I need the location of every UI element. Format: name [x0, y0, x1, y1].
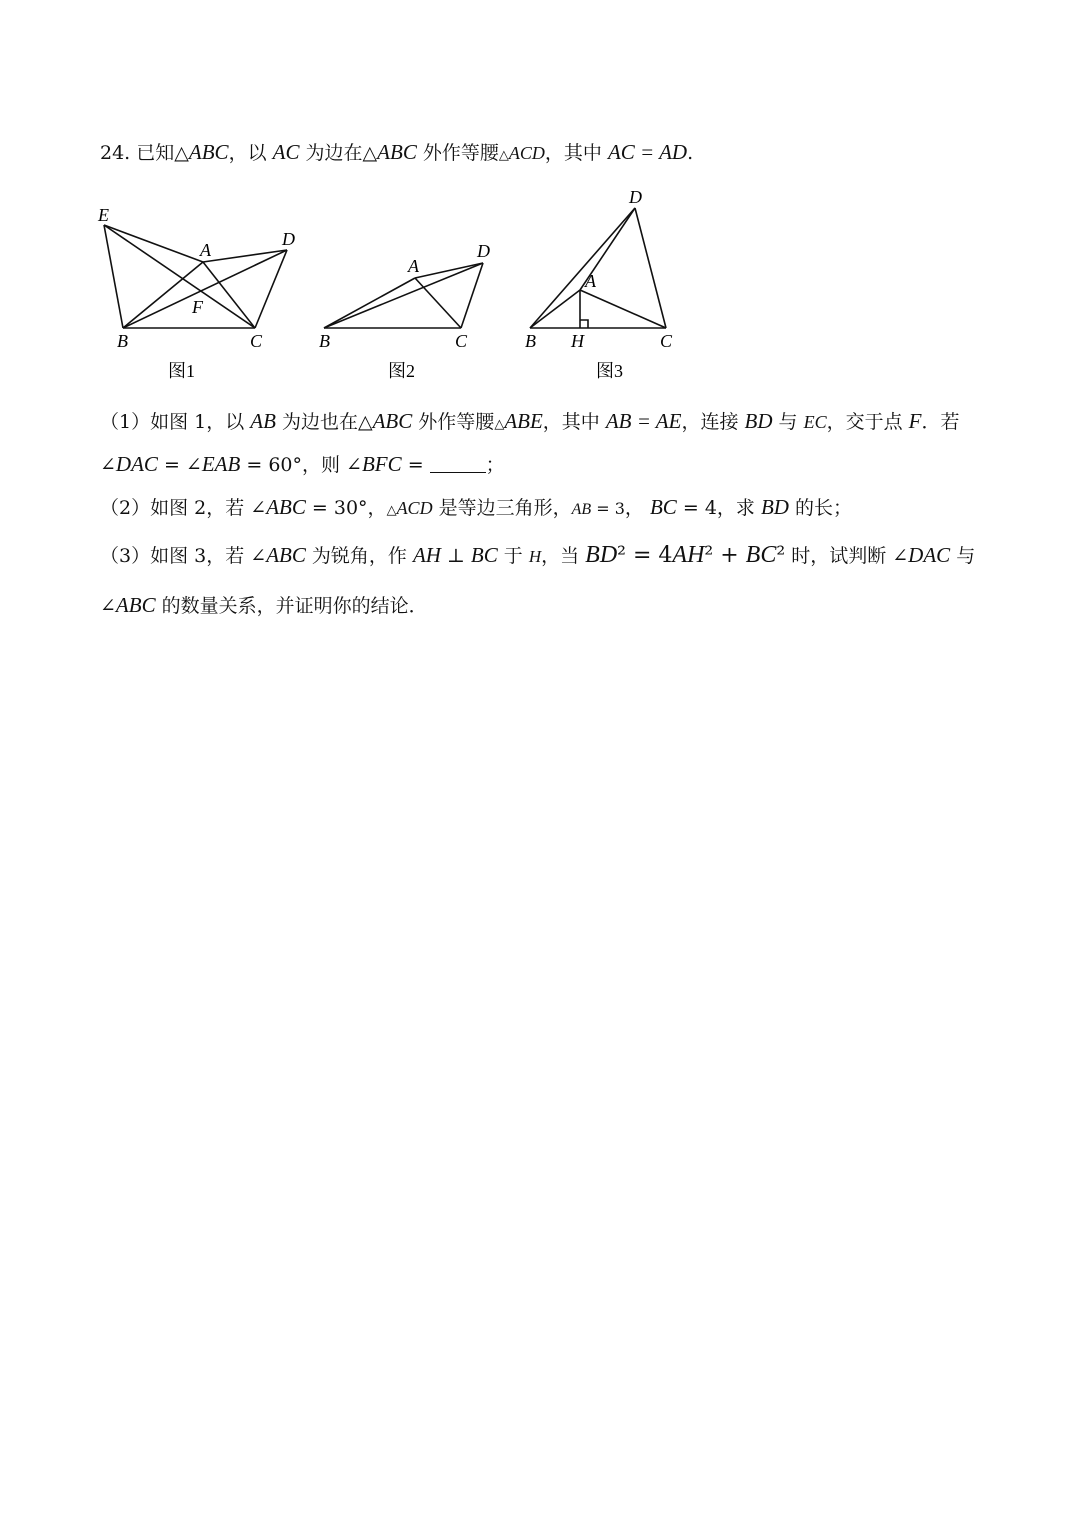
point-label-B: B: [319, 331, 330, 351]
text: 是等边三角形，: [432, 497, 572, 519]
segment-AC: [580, 290, 666, 328]
text: ；: [485, 454, 505, 476]
text: （2）如图 2，若 ∠: [100, 497, 267, 519]
math-var: ABC: [115, 593, 156, 617]
segment-DC: [635, 208, 666, 328]
text: 为锐角，作: [305, 545, 413, 567]
problem-stem: [100, 138, 693, 170]
figure-3: [530, 208, 666, 328]
stem-text: 外作等腰: [422, 142, 499, 164]
point-label-B: B: [117, 331, 128, 351]
text: 时，试判断 ∠: [785, 545, 909, 567]
triangle-symbol: △: [174, 142, 189, 164]
math-var: ABE: [504, 409, 543, 433]
answer-blank[interactable]: [430, 454, 486, 473]
text: 外作等腰: [412, 411, 495, 433]
triangle-symbol: △: [357, 411, 373, 433]
math-var: ABC: [372, 409, 413, 433]
triangle-symbol: △: [386, 503, 397, 518]
math-var: ABC: [266, 495, 306, 519]
text: 为边也在: [275, 411, 358, 433]
segment-DC: [255, 250, 287, 328]
segment-AD: [415, 263, 483, 278]
point-label-F: F: [192, 297, 203, 317]
math-var: AB: [250, 409, 276, 433]
math-var: BD: [744, 409, 773, 433]
segment-DC: [461, 263, 483, 328]
point-label-H: H: [571, 331, 584, 351]
math-value: = 4: [676, 497, 717, 519]
segment-EA: [104, 225, 203, 262]
text: （1）如图 1，以: [100, 411, 251, 433]
math-value: = 3: [591, 499, 625, 518]
math-var: AC: [272, 140, 300, 164]
figure-3-caption: 图3: [596, 361, 623, 381]
part-1-line-2: [100, 450, 505, 479]
text: ，交于点: [826, 411, 909, 433]
superscript: ²: [776, 543, 786, 568]
segment-BA: [324, 278, 415, 328]
math-expression: AC = AD: [607, 140, 688, 164]
math-value: = 30°: [305, 497, 368, 519]
math-var: ABC: [188, 140, 229, 164]
text: ，连接: [681, 411, 745, 433]
math-var: DAC: [115, 452, 158, 476]
segment-BD: [324, 263, 483, 328]
math-operator: ⊥: [440, 545, 471, 567]
figure-2: [324, 263, 483, 328]
text: ，其中: [542, 411, 606, 433]
point-label-D: D: [477, 241, 490, 261]
math-var: BD: [760, 495, 789, 519]
part-3-line-1: [100, 541, 975, 571]
point-label-A: A: [200, 240, 211, 260]
period: .: [687, 142, 694, 164]
math-var: AH: [412, 543, 441, 567]
math-var: DAC: [908, 543, 951, 567]
part-3-line-2: [100, 591, 428, 620]
triangle-symbol: △: [362, 142, 378, 164]
point-label-C: C: [660, 331, 673, 351]
math-value: = 60°: [240, 454, 303, 476]
math-expression: AB = AE: [605, 409, 682, 433]
math-var: ABC: [266, 543, 306, 567]
point-label-C: C: [455, 331, 468, 351]
point-label-E: E: [98, 205, 109, 225]
figures-group: [90, 185, 710, 385]
point-label-B: B: [525, 331, 536, 351]
math-var: F: [908, 409, 922, 433]
point-label-D: D: [282, 229, 295, 249]
angle-symbol: ∠: [100, 454, 116, 476]
text: （3）如图 3，若 ∠: [100, 545, 267, 567]
text: ，求: [716, 497, 761, 519]
text: 于: [497, 545, 529, 567]
math-var: BFC: [361, 452, 402, 476]
math-var: AB: [571, 501, 592, 518]
triangle-symbol: △: [498, 148, 509, 163]
math-var: BC: [745, 542, 777, 568]
problem-number: 24.: [100, 142, 131, 164]
right-angle-mark: [580, 320, 588, 328]
math-var: ABC: [377, 140, 417, 164]
text: ，当: [541, 545, 586, 567]
stem-text: ，以: [228, 142, 267, 164]
point-label-C: C: [250, 331, 263, 351]
stem-text: ，其中: [544, 142, 602, 164]
stem-text: 为边在: [305, 142, 363, 164]
segment-EB: [104, 225, 123, 328]
text: ，: [367, 497, 387, 519]
segment-AC: [415, 278, 461, 328]
math-var: BD: [585, 542, 618, 568]
text: ，: [624, 497, 644, 519]
math-var: BC: [470, 543, 498, 567]
math-var: ACD: [396, 498, 433, 518]
angle-symbol: ∠: [100, 595, 116, 617]
figure-2-caption: 图2: [388, 361, 415, 381]
triangle-symbol: △: [494, 417, 505, 432]
text: 与: [950, 545, 976, 567]
figure-1-caption: 图1: [168, 361, 195, 381]
part-2-line-1: [100, 493, 852, 525]
text: 的长；: [788, 497, 853, 519]
math-operator: ² +: [704, 543, 746, 568]
math-var: EC: [803, 412, 827, 432]
math-var: H: [528, 547, 542, 566]
point-label-A: A: [585, 271, 596, 291]
point-label-D: D: [629, 187, 642, 207]
math-var: ACD: [508, 143, 545, 163]
segment-BD: [530, 208, 635, 328]
math-value: ² = 4: [617, 543, 673, 568]
text: =: [401, 454, 430, 476]
part-1-line-1: [100, 407, 960, 439]
math-var: BC: [649, 495, 677, 519]
segment-BA: [530, 290, 580, 328]
math-var: AH: [672, 542, 705, 568]
segment-AC: [203, 262, 255, 328]
text: ，则 ∠: [302, 454, 362, 476]
point-label-A: A: [408, 256, 419, 276]
text: = ∠: [157, 454, 202, 476]
text: 与: [772, 411, 804, 433]
text: ．若: [921, 411, 960, 433]
text: 的数量关系，并证明你的结论．: [155, 595, 428, 617]
stem-text: 已知: [136, 142, 175, 164]
math-var: EAB: [201, 452, 241, 476]
